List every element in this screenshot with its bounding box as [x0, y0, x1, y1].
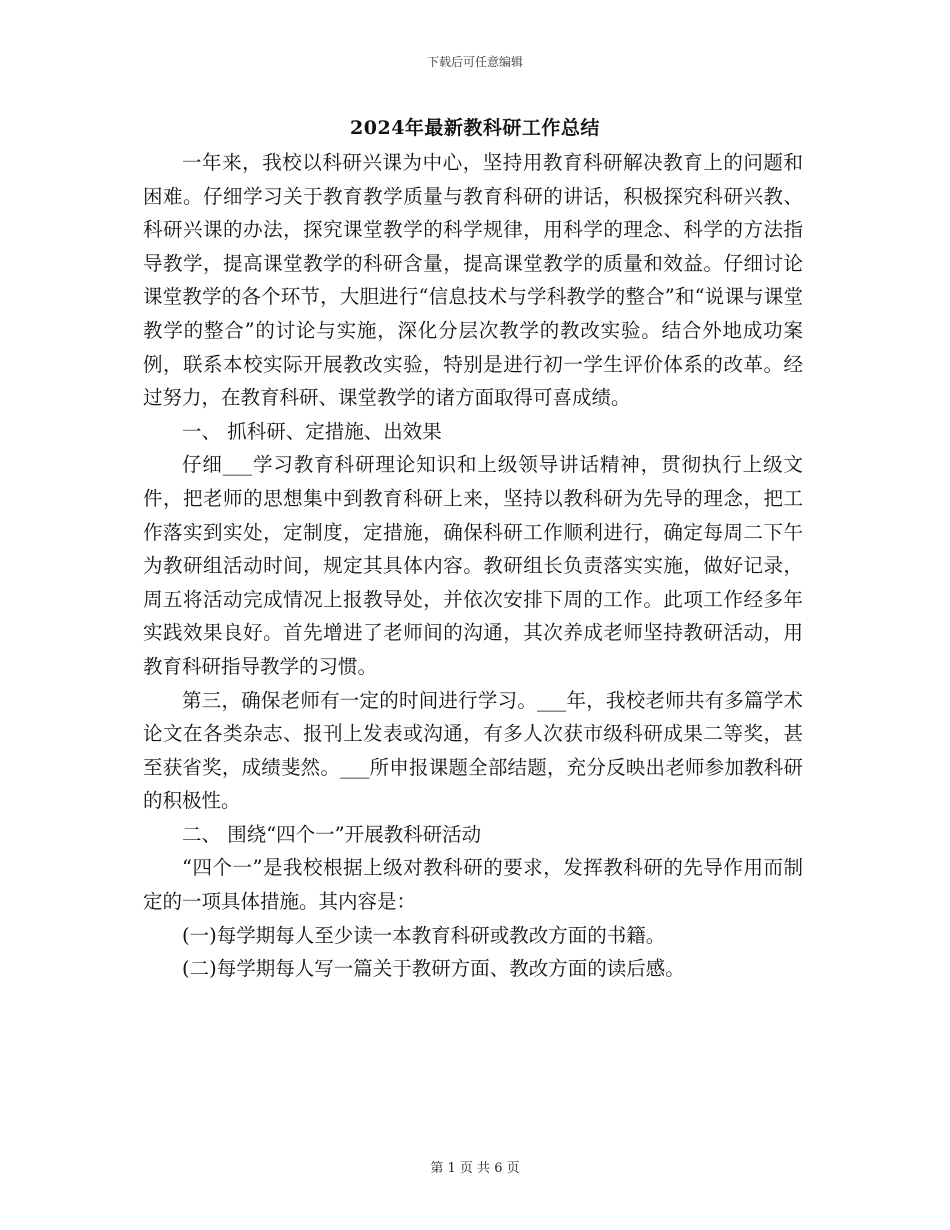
section-heading-2: 二、 围绕“四个一”开展教科研活动: [182, 822, 482, 846]
paragraph-section-1: 仔细___学习教育科研理论知识和上级领导讲话精神，贯彻执行上级文件，把老师的思想集中到教育科研上来，坚持以教科研为先导的理念，把工作落实到实处，定制度，定措施，确保科研工作顺利进行，确定每周二下午为教研组活动时间，规定其具体内容。教研组长负责落实实施，做好记录，周五将活动完成情况上报教导处，并依次安排下周的工作。此项工作经多年实践效果良好。首先增进了老师间的沟通，其次养成老师坚持教研活动，用教育科研指导教学的习惯。: [143, 453, 803, 678]
section-heading-1: 一、 抓科研、定措施、出效果: [182, 419, 442, 443]
list-item-2: (二)每学期每人写一篇关于教研方面、教改方面的读后感。: [182, 957, 685, 981]
document-title: 2024年最新教科研工作总结: [350, 117, 600, 139]
paragraph-intro: 一年来，我校以科研兴课为中心，坚持用教育科研解决教育上的问题和困难。仔细学习关于教育教学质量与教育科研的讲话，积极探究科研兴教、科研兴课的办法，探究课堂教学的科学规律，用科学的理念、科学的方法指导教学，提高课堂教学的科研含量，提高课堂教学的质量和效益。仔细讨论课堂教学的各个环节，大胆进行“信息技术与学科教学的整合”和“说课与课堂教学的整合”的讨论与实施，深化分层次教学的教改实验。结合外地成功案例，联系本校实际开展教改实验，特别是进行初一学生评价体系的改革。经过努力，在教育科研、课堂教学的诸方面取得可喜成绩。: [143, 151, 803, 410]
document-body: [143, 146, 803, 986]
page-header-note: 下载后可任意编辑: [426, 55, 523, 69]
page-number: 第 1 页 共 6 页: [430, 1161, 520, 1176]
list-item-1: (一)每学期每人至少读一本教育科研或教改方面的书籍。: [182, 923, 666, 947]
paragraph-four-ones: “四个一”是我校根据上级对教科研的要求，发挥教科研的先导作用而制定的一项具体措施。其内容是：: [143, 856, 803, 914]
paragraph-third: 第三，确保老师有一定的时间进行学习。___年，我校老师共有多篇学术论文在各类杂志、报刊上发表或沟通，有多人次获市级科研成果二等奖，甚至获省奖，成绩斐然。___所申报课题全部结题，充分反映出老师参加教科研的积极性。: [143, 688, 803, 813]
